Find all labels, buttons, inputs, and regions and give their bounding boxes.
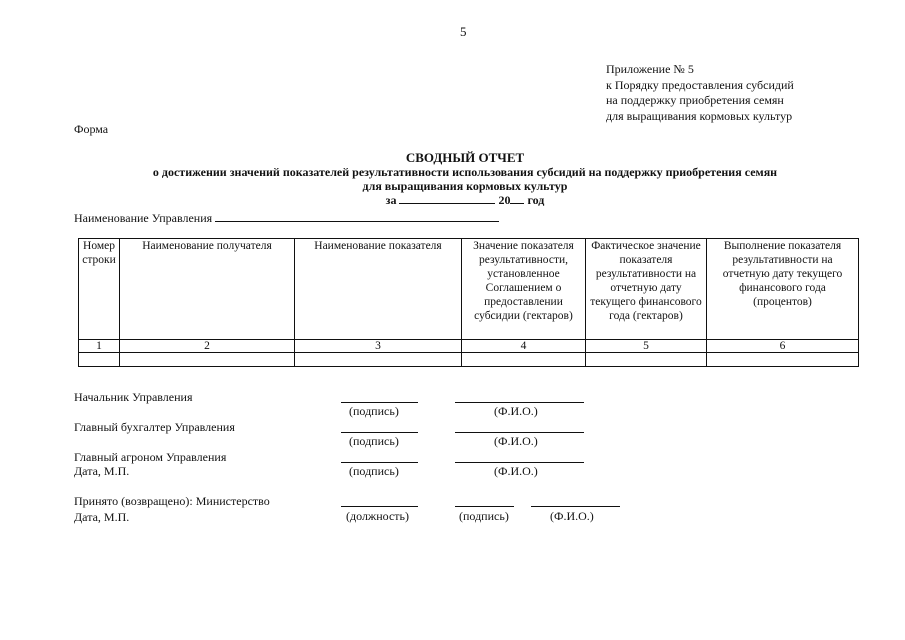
header-indicator: Наименование показателя (295, 239, 462, 340)
department-label: Наименование Управления (74, 211, 213, 225)
table-cell[interactable] (462, 353, 586, 367)
signature-line-head[interactable] (341, 402, 418, 403)
signature-line-agronomist[interactable] (341, 462, 418, 463)
table-cell[interactable] (79, 353, 120, 367)
name-line-accountant[interactable] (455, 432, 584, 433)
document-subtitle-continued: для выращивания кормовых культур (362, 179, 568, 193)
table-cell[interactable] (586, 353, 707, 367)
period-suffix: год (527, 193, 545, 207)
name-line-agronomist[interactable] (455, 462, 584, 463)
document-subtitle: о достижении значений показателей результативности использования субсидий на поддержку приобретения семян (152, 165, 778, 179)
report-table (78, 238, 859, 367)
caption-signature: (подпись) (459, 509, 509, 523)
period-prefix: за (385, 193, 397, 207)
caption-signature: (подпись) (349, 434, 399, 448)
caption-full-name: (Ф.И.О.) (494, 434, 538, 448)
page-number: 5 (460, 24, 467, 39)
header-target-value: Значение показателя результативности, установленное Соглашением о предоставлении субсидии (гектаров) (462, 239, 586, 340)
acceptance-label: Принято (возвращено): Министерство (74, 494, 270, 508)
signature-role-accountant: Главный бухгалтер Управления (74, 420, 235, 434)
table-cell[interactable] (295, 353, 462, 367)
column-number: 5 (586, 340, 707, 353)
department-line (74, 211, 499, 226)
period-year-prefix: 20 (498, 193, 511, 207)
period-blank[interactable] (399, 193, 495, 204)
header-actual-value: Фактическое значение показателя результативности на отчетную дату текущего финансового года (гектаров) (586, 239, 707, 340)
appendix-line: на поддержку приобретения семян (606, 93, 784, 107)
name-line-ministry[interactable] (531, 506, 620, 507)
table-cell[interactable] (707, 353, 859, 367)
position-line-ministry[interactable] (341, 506, 418, 507)
column-number: 6 (707, 340, 859, 353)
period-year-blank[interactable] (510, 193, 524, 204)
header-recipient: Наименование получателя (120, 239, 295, 340)
title-block (0, 150, 905, 207)
department-blank[interactable] (215, 211, 499, 222)
date-stamp-label: Дата, М.П. (74, 464, 130, 478)
report-period (0, 193, 905, 207)
table-column-numbers-row (79, 340, 859, 353)
caption-position: (должность) (346, 509, 409, 523)
column-number: 4 (462, 340, 586, 353)
name-line-head[interactable] (455, 402, 584, 403)
document-title: СВОДНЫЙ ОТЧЕТ (405, 150, 525, 165)
appendix-line: к Порядку предоставления субсидий (606, 77, 794, 92)
table-cell[interactable] (120, 353, 295, 367)
signature-role-head: Начальник Управления (74, 390, 193, 404)
caption-signature: (подпись) (349, 464, 399, 478)
signature-line-accountant[interactable] (341, 432, 418, 433)
column-number: 1 (79, 340, 120, 353)
appendix-line: для выращивания кормовых культур (606, 108, 793, 123)
column-number: 2 (120, 340, 295, 353)
table-header-row (79, 239, 859, 340)
table-row (79, 353, 859, 367)
header-row-number: Номер строки (79, 239, 120, 340)
caption-signature: (подпись) (349, 404, 399, 418)
appendix-note (606, 62, 794, 124)
signature-role-agronomist: Главный агроном Управления (74, 450, 227, 464)
caption-full-name: (Ф.И.О.) (550, 509, 594, 523)
signature-line-ministry[interactable] (455, 506, 514, 507)
appendix-line: Приложение № 5 (606, 62, 694, 76)
header-completion: Выполнение показателя результативности на отчетную дату текущего финансового года (процентов) (707, 239, 859, 340)
column-number: 3 (295, 340, 462, 353)
acceptance-date-label: Дата, М.П. (74, 510, 130, 524)
caption-full-name: (Ф.И.О.) (494, 464, 538, 478)
caption-full-name: (Ф.И.О.) (494, 404, 538, 418)
form-label: Форма (74, 122, 109, 136)
